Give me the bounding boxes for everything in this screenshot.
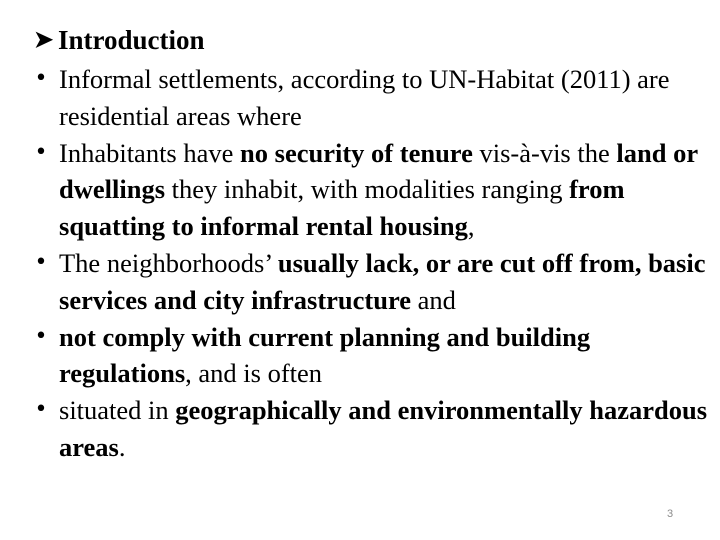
bullet-dot-icon: •	[34, 397, 48, 423]
section-heading	[34, 22, 205, 58]
heading-text: Introduction	[58, 25, 205, 55]
bullet-item	[32, 392, 714, 466]
bullet-bold-text: from squatting to informal rental housing	[59, 174, 625, 242]
bullet-text: they inhabit, with modalities ranging	[165, 174, 570, 205]
bullet-text: and	[411, 284, 456, 315]
bullet-text: Informal settlements, according to UN-Habitat (2011) are residential areas where	[59, 64, 670, 131]
arrow-bullet-icon: ➤	[34, 27, 54, 52]
bullet-dot-icon: •	[34, 323, 48, 349]
bullet-bold-text: usually lack, or are cut off from, basic services and city infrastructure	[59, 247, 706, 315]
bullet-text: The neighborhoods’	[59, 247, 278, 278]
bullet-bold-text: land or dwellings	[59, 137, 698, 205]
bullet-bold-text: no security of tenure	[240, 137, 473, 168]
bullet-item	[32, 245, 714, 319]
bullet-item	[32, 61, 714, 135]
bullet-bold-text: not comply with current planning and building regulations	[59, 321, 591, 389]
bullet-item	[32, 319, 714, 393]
bullet-text: , and is often	[185, 358, 323, 389]
bullet-text: .	[118, 431, 126, 462]
bullet-dot-icon: •	[34, 249, 48, 275]
bullet-text: situated in	[59, 395, 176, 426]
bullet-text: Inhabitants have	[59, 137, 241, 168]
bullet-text: ,	[467, 211, 475, 242]
bullet-list	[32, 61, 714, 466]
bullet-dot-icon: •	[34, 66, 48, 91]
bullet-text: vis-à-vis the	[472, 137, 617, 168]
bullet-dot-icon: •	[34, 139, 48, 165]
page-number: 3	[667, 508, 674, 520]
bullet-item	[32, 135, 714, 245]
bullet-bold-text: geographically and environmentally hazardous areas	[59, 395, 708, 462]
